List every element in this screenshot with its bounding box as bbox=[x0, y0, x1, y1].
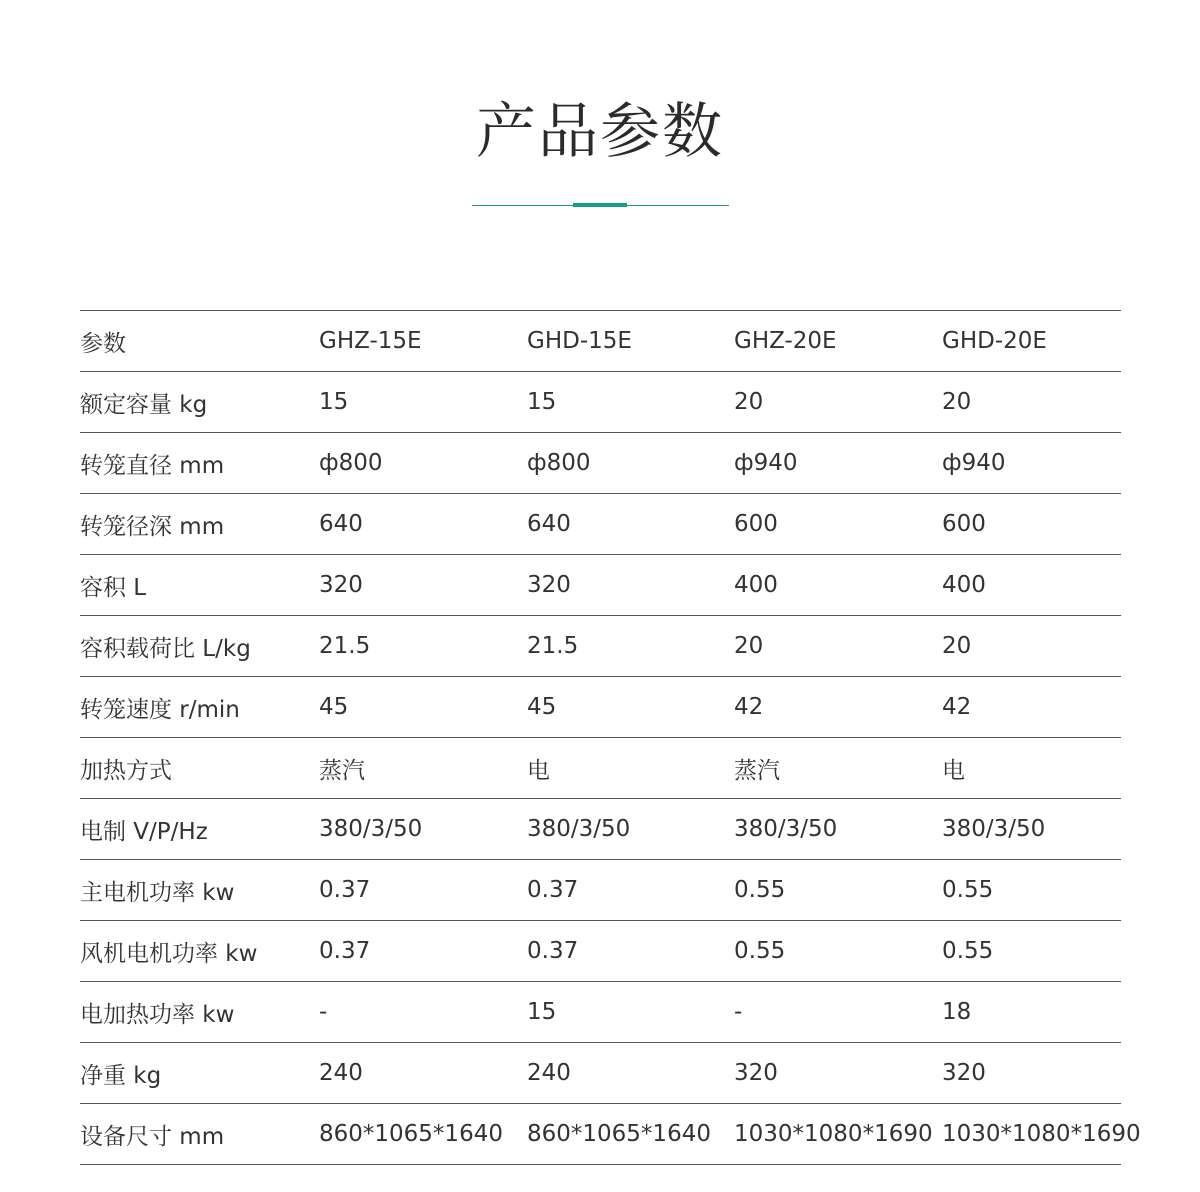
table-cell: 0.37 bbox=[319, 921, 527, 982]
header-cell-ghd-20e: GHD-20E bbox=[942, 311, 1121, 372]
row-label: 主电机功率 kw bbox=[80, 860, 319, 921]
row-label: 容积载荷比 L/kg bbox=[80, 616, 319, 677]
table-cell: 640 bbox=[319, 494, 527, 555]
header-cell-ghz-15e: GHZ-15E bbox=[319, 311, 527, 372]
table-cell: 320 bbox=[734, 1043, 942, 1104]
header-cell-param: 参数 bbox=[80, 311, 319, 372]
table-cell: 21.5 bbox=[527, 616, 734, 677]
table-cell: 320 bbox=[527, 555, 734, 616]
table-row bbox=[80, 1104, 1121, 1165]
table-cell: 15 bbox=[319, 372, 527, 433]
table-cell: 42 bbox=[734, 677, 942, 738]
table-row bbox=[80, 799, 1121, 860]
table-row bbox=[80, 677, 1121, 738]
table-cell: 18 bbox=[942, 982, 1121, 1043]
table-cell: 380/3/50 bbox=[527, 799, 734, 860]
table-cell: 0.55 bbox=[734, 921, 942, 982]
table-cell: 0.55 bbox=[734, 860, 942, 921]
table-cell: 240 bbox=[319, 1043, 527, 1104]
table-cell: 0.37 bbox=[527, 860, 734, 921]
table-row bbox=[80, 982, 1121, 1043]
page-title: 产品参数 bbox=[476, 97, 724, 167]
row-label: 净重 kg bbox=[80, 1043, 319, 1104]
table-cell: 0.37 bbox=[319, 860, 527, 921]
table-cell: 1030*1080*1690 bbox=[734, 1104, 942, 1165]
table-row bbox=[80, 921, 1121, 982]
table-row bbox=[80, 1043, 1121, 1104]
table-row bbox=[80, 372, 1121, 433]
table-cell: 20 bbox=[734, 372, 942, 433]
table-cell: 600 bbox=[942, 494, 1121, 555]
table-cell: 380/3/50 bbox=[734, 799, 942, 860]
table-cell: 42 bbox=[942, 677, 1121, 738]
table-cell: 0.55 bbox=[942, 921, 1121, 982]
table-cell: ф800 bbox=[319, 433, 527, 494]
table-row bbox=[80, 860, 1121, 921]
table-cell: - bbox=[734, 982, 942, 1043]
row-label: 加热方式 bbox=[80, 738, 319, 799]
table-cell: 15 bbox=[527, 982, 734, 1043]
header-cell-ghd-15e: GHD-15E bbox=[527, 311, 734, 372]
table-cell: ф940 bbox=[734, 433, 942, 494]
table-cell: 20 bbox=[734, 616, 942, 677]
table-cell: 1030*1080*1690 bbox=[942, 1104, 1121, 1165]
row-label: 转笼直径 mm bbox=[80, 433, 319, 494]
row-label: 容积 L bbox=[80, 555, 319, 616]
table-cell: 600 bbox=[734, 494, 942, 555]
table-cell: 45 bbox=[319, 677, 527, 738]
table-cell: 400 bbox=[734, 555, 942, 616]
table-cell: 21.5 bbox=[319, 616, 527, 677]
title-underline-accent bbox=[573, 203, 627, 207]
table-row bbox=[80, 555, 1121, 616]
table-header-row bbox=[80, 311, 1121, 372]
row-label: 电加热功率 kw bbox=[80, 982, 319, 1043]
table-cell: 320 bbox=[942, 1043, 1121, 1104]
table-cell: 860*1065*1640 bbox=[319, 1104, 527, 1165]
row-label: 设备尺寸 mm bbox=[80, 1104, 319, 1165]
table-cell: 电 bbox=[527, 738, 734, 799]
table-cell: 0.55 bbox=[942, 860, 1121, 921]
table-cell: 45 bbox=[527, 677, 734, 738]
table-row bbox=[80, 494, 1121, 555]
table-cell: 380/3/50 bbox=[942, 799, 1121, 860]
row-label: 电制 V/P/Hz bbox=[80, 799, 319, 860]
table-cell: 380/3/50 bbox=[319, 799, 527, 860]
table-row bbox=[80, 433, 1121, 494]
table-cell: ф800 bbox=[527, 433, 734, 494]
table-cell: 蒸汽 bbox=[734, 738, 942, 799]
header-cell-ghz-20e: GHZ-20E bbox=[734, 311, 942, 372]
table-cell: 860*1065*1640 bbox=[527, 1104, 734, 1165]
row-label: 转笼速度 r/min bbox=[80, 677, 319, 738]
table-cell: 15 bbox=[527, 372, 734, 433]
row-label: 风机电机功率 kw bbox=[80, 921, 319, 982]
table-cell: 320 bbox=[319, 555, 527, 616]
table-cell: 400 bbox=[942, 555, 1121, 616]
table-row bbox=[80, 616, 1121, 677]
table-cell: 240 bbox=[527, 1043, 734, 1104]
table-row bbox=[80, 738, 1121, 799]
table-cell: 20 bbox=[942, 372, 1121, 433]
table-cell: - bbox=[319, 982, 527, 1043]
table-cell: 0.37 bbox=[527, 921, 734, 982]
table-cell: 20 bbox=[942, 616, 1121, 677]
table-cell: 蒸汽 bbox=[319, 738, 527, 799]
table-cell: 640 bbox=[527, 494, 734, 555]
table-cell: 电 bbox=[942, 738, 1121, 799]
spec-table bbox=[80, 310, 1141, 1165]
row-label: 转笼径深 mm bbox=[80, 494, 319, 555]
row-label: 额定容量 kg bbox=[80, 372, 319, 433]
table-cell: ф940 bbox=[942, 433, 1121, 494]
